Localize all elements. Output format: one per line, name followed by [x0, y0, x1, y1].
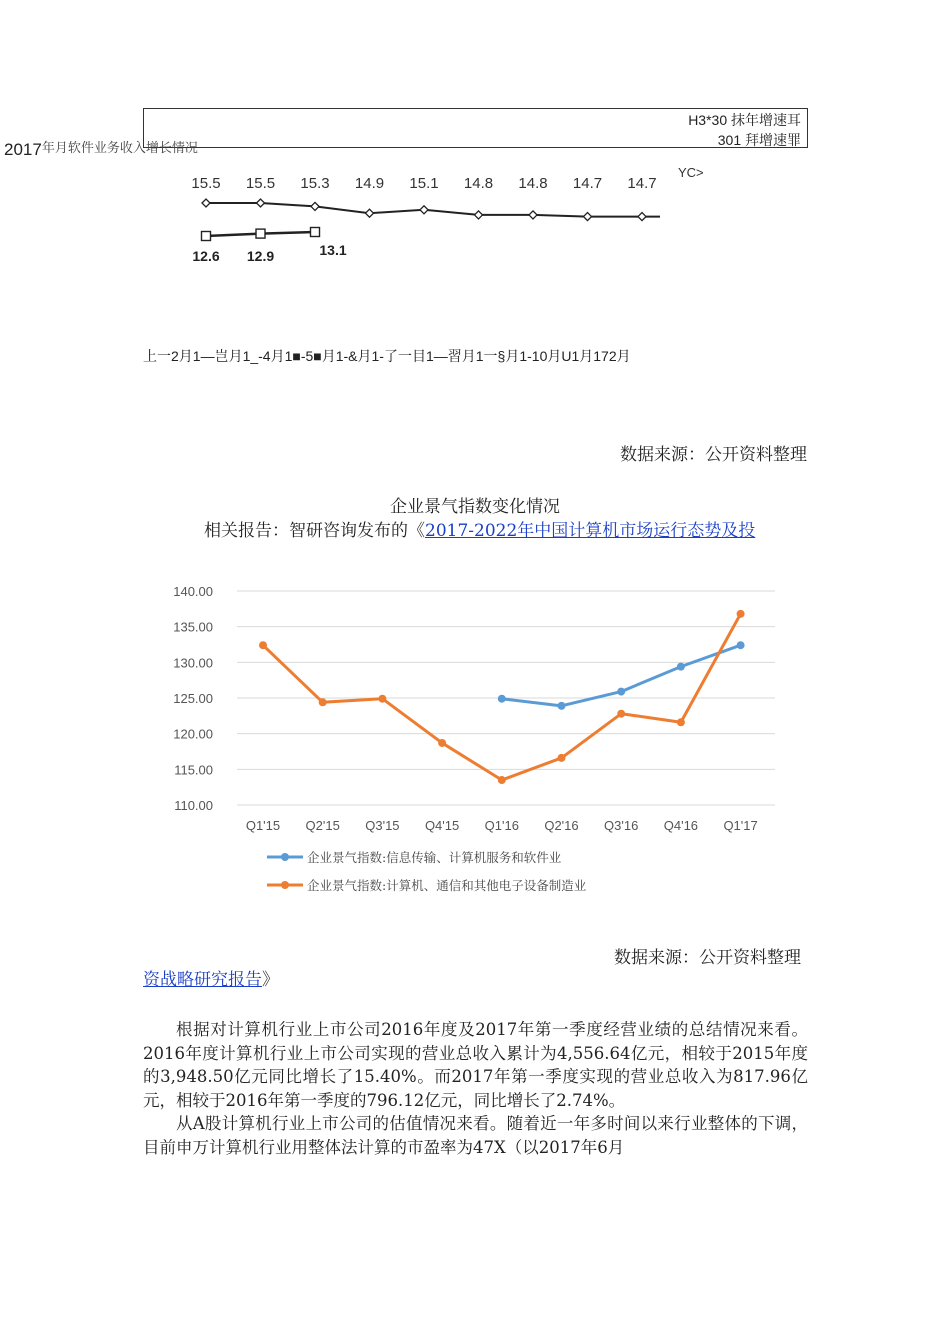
- related-report-line: [204, 516, 755, 541]
- data-point: [498, 776, 506, 784]
- legend-entry: 企业景气指数:计算机、通信和其他电子设备制造业: [307, 878, 587, 893]
- related-report-link-continued[interactable]: 资战略研究报告: [143, 970, 262, 990]
- top-upper-label: 14.7: [627, 175, 657, 192]
- related-report-link[interactable]: 2017-2022年中国计算机市场运行态势及投: [425, 521, 756, 541]
- top-upper-label: 14.8: [518, 175, 548, 192]
- y-tick-label: 135.00: [173, 619, 213, 635]
- paragraph-1: 根据对计算机行业上市公司2016年度及2017年第一季度经营业绩的总结情况来看。2016年度计算机行业上市公司实现的营业总收入累计为4,556.64亿元，相较于2015年度的3,948.50亿元同比增长了15.40%。而2017年第一季度实现的营业总收入为817.96亿元，相较于2016年第一季度的796.12亿元，同比增长了2.74%。: [143, 1020, 808, 1110]
- figure-caption: 企业景气指数变化情况: [390, 497, 560, 517]
- data-point: [558, 754, 566, 762]
- top-lower-label: 13.1: [319, 242, 347, 258]
- data-source-1: 数据来源：公开资料整理: [620, 445, 807, 465]
- top-upper-label: 15.1: [409, 175, 439, 192]
- top-lower-point: [256, 229, 265, 238]
- data-point: [438, 739, 446, 747]
- top-upper-point: [584, 213, 592, 221]
- enterprise-index-line-chart: [145, 572, 810, 912]
- top-legend-item-2: 301 拜增速罪: [717, 132, 801, 148]
- legend-entry: 企业景气指数:信息传输、计算机服务和软件业: [307, 850, 562, 865]
- top-upper-point: [202, 199, 210, 207]
- related-report-prefix: 相关报告：智研咨询发布的《: [204, 521, 425, 541]
- data-point: [677, 663, 685, 671]
- data-point: [617, 710, 625, 718]
- top-chart-title: [4, 140, 198, 160]
- body-text: [143, 1018, 808, 1159]
- paragraph-2: 从A股计算机行业上市公司的估值情况来看。随着近一年多时间以来行业整体的下调，目前申万计算机行业用整体法计算的市盈率为47X（以2017年6月: [143, 1114, 808, 1157]
- data-point: [677, 718, 685, 726]
- y-tick-label: 115.00: [174, 762, 213, 778]
- top-upper-point: [257, 199, 265, 207]
- x-tick-label: Q1'16: [484, 818, 519, 833]
- top-upper-label: 14.7: [572, 175, 603, 192]
- top-chart-axis-labels: 上一2月1—岂月1_-4月1■-5■月1-&月1-了一目1—習月1一§月1-10月U1月172月: [143, 348, 631, 364]
- top-line-chart: [180, 160, 680, 270]
- data-point: [498, 695, 506, 703]
- top-lower-label: 12.6: [192, 248, 220, 264]
- data-point: [319, 698, 327, 706]
- data-point: [259, 641, 267, 649]
- x-tick-label: Q2'16: [544, 818, 579, 833]
- legend-swatch-marker: [281, 853, 289, 861]
- top-lower-label: 12.9: [246, 248, 275, 264]
- top-upper-label: 15.5: [191, 175, 221, 192]
- top-upper-label: 14.9: [354, 175, 385, 192]
- top-upper-point: [638, 213, 646, 221]
- top-lower-point: [311, 228, 320, 237]
- top-upper-label: 15.3: [300, 175, 330, 192]
- y-tick-label: 125.00: [173, 691, 213, 706]
- top-upper-point: [529, 211, 537, 219]
- top-upper-label: 15.5: [245, 175, 276, 192]
- top-chart-title-rest: 年月软件业务收入增长情况: [41, 140, 198, 155]
- related-report-suffix: 》: [262, 970, 279, 990]
- data-point: [558, 702, 566, 710]
- top-lower-point: [202, 232, 211, 241]
- y-tick-label: 130.00: [173, 655, 213, 671]
- x-tick-label: Q2'15: [305, 818, 340, 833]
- data-point: [737, 610, 745, 618]
- top-legend-item-1: H3*30 抹年增速耳: [688, 112, 801, 128]
- top-chart-title-year: 2017: [4, 140, 42, 159]
- top-upper-point: [311, 202, 319, 210]
- top-upper-point: [366, 209, 374, 217]
- x-tick-label: Q1'15: [245, 818, 281, 833]
- top-upper-label: 14.8: [463, 175, 494, 192]
- legend-swatch-marker: [281, 881, 289, 889]
- data-point: [737, 641, 745, 649]
- top-chart-legend-extra: YC>: [678, 165, 704, 180]
- y-tick-label: 110.00: [174, 798, 213, 813]
- top-upper-series-line: [206, 203, 660, 217]
- x-tick-label: Q3'16: [604, 818, 639, 833]
- data-point: [378, 695, 386, 703]
- x-tick-label: Q3'15: [365, 818, 400, 833]
- data-source-2: 数据来源：公开资料整理: [614, 948, 801, 968]
- top-upper-point: [420, 206, 428, 214]
- y-tick-label: 140.00: [173, 584, 213, 599]
- top-upper-point: [475, 211, 483, 219]
- related-report-continuation: [143, 965, 279, 990]
- y-tick-label: 120.00: [173, 726, 213, 742]
- x-tick-label: Q4'16: [663, 818, 699, 833]
- x-tick-label: Q4'15: [424, 818, 460, 833]
- data-point: [617, 688, 625, 696]
- top-chart-legend-box: [143, 108, 808, 148]
- x-tick-label: Q1'17: [723, 818, 758, 833]
